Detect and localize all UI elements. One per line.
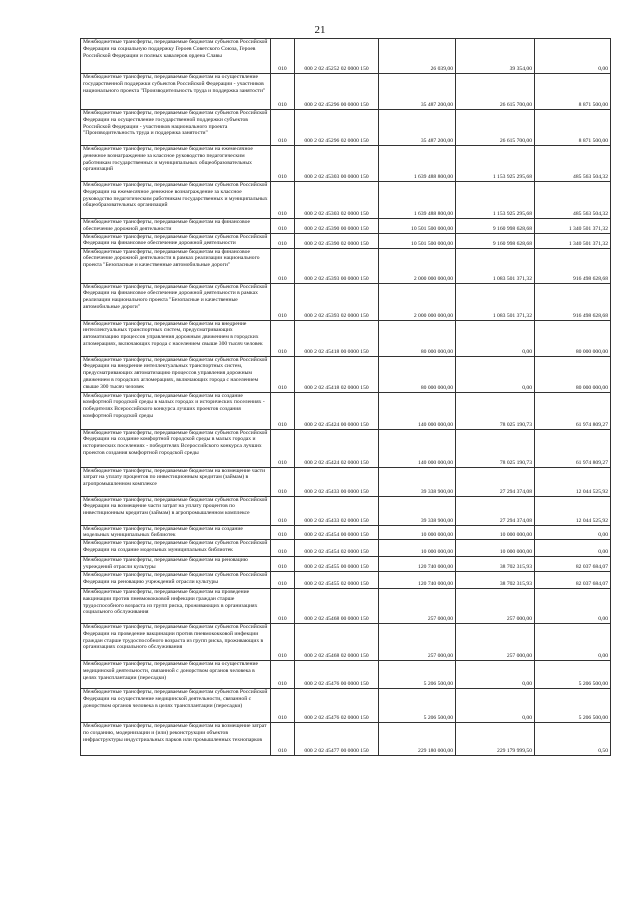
row-name: Межбюджетные трансферты, передаваемые бюджетам на возмещение затрат по созданию, модернизации и (или) реконструкции объектов инфраструктуры индустриальных парков или промышленных технопарков: [81, 722, 271, 755]
row-unexecuted: 82 037 684,07: [535, 571, 611, 588]
row-approved: 35 487 200,00: [379, 74, 456, 110]
row-name: Межбюджетные трансферты, передаваемые бюджетам субъектов Российской Федерации на проведение вакцинации против пневмококковой инфекции граждан старше трудоспособного возраста из групп риска, проживающих в организациях социального обслуживания: [81, 623, 271, 660]
table-row: [81, 588, 611, 623]
row-approved: 257 000,00: [379, 588, 456, 623]
row-kbk: 000 2 02 45296 00 0000 150: [295, 74, 379, 110]
row-code: 010: [271, 588, 295, 623]
row-kbk: 000 2 02 45418 02 0000 150: [295, 356, 379, 392]
row-name: Межбюджетные трансферты, передаваемые бюджетам на возмещение части затрат на уплату процентов по инвестиционным кредитам (займам) в агропромышленном комплексе: [81, 467, 271, 496]
row-kbk: 000 2 02 45390 02 0000 150: [295, 233, 379, 248]
table-row: [81, 467, 611, 496]
row-kbk: 000 2 02 45468 00 0000 150: [295, 588, 379, 623]
table-row: [81, 39, 611, 74]
row-kbk: 000 2 02 45424 02 0000 150: [295, 429, 379, 467]
row-executed: 9 160 998 628,68: [456, 233, 535, 248]
row-unexecuted: 0,00: [535, 540, 611, 557]
row-kbk: 000 2 02 45454 02 0000 150: [295, 540, 379, 557]
row-code: 010: [271, 660, 295, 688]
row-code: 010: [271, 557, 295, 572]
row-code: 010: [271, 688, 295, 722]
row-executed: 10 000 000,00: [456, 525, 535, 540]
table-row: [81, 496, 611, 525]
row-executed: 27 294 374,08: [456, 467, 535, 496]
table-row: [81, 74, 611, 110]
row-name: Межбюджетные трансферты, передаваемые бюджетам на реновацию учреждений отрасли культуры: [81, 557, 271, 572]
row-kbk: 000 2 02 45252 02 0000 150: [295, 39, 379, 74]
row-kbk: 000 2 02 45477 00 0000 150: [295, 722, 379, 755]
row-kbk: 000 2 02 45393 02 0000 150: [295, 283, 379, 320]
row-executed: 0,00: [456, 320, 535, 356]
row-approved: 39 338 900,00: [379, 496, 456, 525]
row-unexecuted: 1 340 501 371,32: [535, 219, 611, 234]
row-executed: 1 153 925 295,68: [456, 146, 535, 182]
row-kbk: 000 2 02 45433 02 0000 150: [295, 496, 379, 525]
row-name: Межбюджетные трансферты, передаваемые бюджетам субъектов Российской Федерации на создание комфортной городской среды в малых городах и исторических поселениях - победителях Всероссийского конкурса лучших проектов создания комфортной городской среды: [81, 429, 271, 467]
table-row: [81, 557, 611, 572]
row-approved: 2 000 000 000,00: [379, 248, 456, 283]
row-approved: 10 501 500 000,00: [379, 233, 456, 248]
row-unexecuted: 61 974 809,27: [535, 429, 611, 467]
row-code: 010: [271, 392, 295, 429]
table-row: [81, 623, 611, 660]
table-row: [81, 356, 611, 392]
row-kbk: 000 2 02 45424 00 0000 150: [295, 392, 379, 429]
row-executed: 38 702 315,93: [456, 571, 535, 588]
row-executed: 257 000,00: [456, 588, 535, 623]
row-kbk: 000 2 02 45454 00 0000 150: [295, 525, 379, 540]
row-approved: 257 000,00: [379, 623, 456, 660]
row-unexecuted: 0,00: [535, 39, 611, 74]
table-row: [81, 219, 611, 234]
row-code: 010: [271, 571, 295, 588]
table-body: [81, 39, 611, 756]
row-executed: 0,00: [456, 660, 535, 688]
row-name: Межбюджетные трансферты, передаваемые бюджетам на ежемесячное денежное вознаграждение за классное руководство педагогическим работникам государственных и муниципальных общеобразовательных организаций: [81, 146, 271, 182]
row-code: 010: [271, 182, 295, 219]
table-row: [81, 320, 611, 356]
row-code: 010: [271, 320, 295, 356]
table-row: [81, 571, 611, 588]
row-kbk: 000 2 02 45303 00 0000 150: [295, 146, 379, 182]
row-executed: 78 025 190,73: [456, 392, 535, 429]
row-unexecuted: 0,00: [535, 525, 611, 540]
row-executed: 10 000 000,00: [456, 540, 535, 557]
row-executed: 0,00: [456, 356, 535, 392]
row-unexecuted: 5 206 500,00: [535, 660, 611, 688]
row-executed: 1 153 925 295,68: [456, 182, 535, 219]
row-unexecuted: 1 340 501 371,32: [535, 233, 611, 248]
row-unexecuted: 82 037 684,07: [535, 557, 611, 572]
row-approved: 2 000 000 000,00: [379, 283, 456, 320]
row-code: 010: [271, 356, 295, 392]
table-row: [81, 248, 611, 283]
row-code: 010: [271, 429, 295, 467]
row-executed: 26 615 700,00: [456, 74, 535, 110]
row-unexecuted: 485 563 504,32: [535, 146, 611, 182]
page-number: 21: [314, 24, 326, 36]
row-kbk: 000 2 02 45476 02 0000 150: [295, 688, 379, 722]
row-name: Межбюджетные трансферты, передаваемые бюджетам субъектов Российской Федерации на осуществление государственной поддержки субъектов Российской Федерации - участников национального проекта "Производительность труда и поддержка занятости": [81, 110, 271, 146]
row-approved: 80 000 000,00: [379, 356, 456, 392]
row-executed: 1 083 501 371,32: [456, 283, 535, 320]
row-executed: 39 354,00: [456, 39, 535, 74]
row-unexecuted: 61 974 809,27: [535, 392, 611, 429]
row-executed: 257 000,00: [456, 623, 535, 660]
row-name: Межбюджетные трансферты, передаваемые бюджетам субъектов Российской Федерации на внедрение интеллектуальных транспортных систем, предусматривающих автоматизацию процессов управления дорожным движением в городских агломерациях, включающих города с населением свыше 300 тысяч человек: [81, 356, 271, 392]
row-name: Межбюджетные трансферты, передаваемые бюджетам на финансовое обеспечение дорожной деятельности в рамках реализации национального проекта "Безопасные и качественные автомобильные дороги": [81, 248, 271, 283]
row-executed: 9 160 998 628,68: [456, 219, 535, 234]
row-approved: 10 501 500 000,00: [379, 219, 456, 234]
row-unexecuted: 5 206 500,00: [535, 688, 611, 722]
row-approved: 35 487 200,00: [379, 110, 456, 146]
table-row: [81, 525, 611, 540]
row-code: 010: [271, 248, 295, 283]
row-unexecuted: 8 871 500,00: [535, 74, 611, 110]
row-approved: 120 740 000,00: [379, 557, 456, 572]
row-code: 010: [271, 540, 295, 557]
row-name: Межбюджетные трансферты, передаваемые бюджетам на финансовое обеспечение дорожной деятельности: [81, 219, 271, 234]
row-code: 010: [271, 623, 295, 660]
row-approved: 26 039,00: [379, 39, 456, 74]
row-approved: 5 206 500,00: [379, 660, 456, 688]
row-approved: 10 000 000,00: [379, 525, 456, 540]
table-row: [81, 722, 611, 755]
row-kbk: 000 2 02 45393 00 0000 150: [295, 248, 379, 283]
row-code: 010: [271, 146, 295, 182]
row-name: Межбюджетные трансферты, передаваемые бюджетам субъектов Российской Федерации на реновацию учреждений отрасли культуры: [81, 571, 271, 588]
table-row: [81, 392, 611, 429]
row-kbk: 000 2 02 45418 00 0000 150: [295, 320, 379, 356]
table-row: [81, 146, 611, 182]
row-approved: 39 338 900,00: [379, 467, 456, 496]
table-row: [81, 688, 611, 722]
row-name: Межбюджетные трансферты, передаваемые бюджетам на осуществление государственной поддержки субъектов Российской Федерации - участников национального проекта "Производительность труда и поддержка занятости": [81, 74, 271, 110]
row-code: 010: [271, 496, 295, 525]
row-name: Межбюджетные трансферты, передаваемые бюджетам субъектов Российской Федерации на финансовое обеспечение дорожной деятельности: [81, 233, 271, 248]
row-name: Межбюджетные трансферты, передаваемые бюджетам субъектов Российской Федерации на осуществление медицинской деятельности, связанной с донорством органов человека в целях трансплантации (пересадки): [81, 688, 271, 722]
row-approved: 1 639 488 800,00: [379, 146, 456, 182]
row-kbk: 000 2 02 45455 00 0000 150: [295, 557, 379, 572]
row-code: 010: [271, 467, 295, 496]
row-unexecuted: 0,50: [535, 722, 611, 755]
row-code: 010: [271, 39, 295, 74]
row-executed: 229 179 999,50: [456, 722, 535, 755]
row-approved: 140 000 000,00: [379, 392, 456, 429]
row-name: Межбюджетные трансферты, передаваемые бюджетам на внедрение интеллектуальных транспортных систем, предусматривающих автоматизацию процессов управления дорожным движением в городских агломерациях, включающих города с населением свыше 300 тысяч человек: [81, 320, 271, 356]
row-unexecuted: 12 044 525,92: [535, 496, 611, 525]
table-row: [81, 110, 611, 146]
row-code: 010: [271, 233, 295, 248]
table-row: [81, 429, 611, 467]
row-name: Межбюджетные трансферты, передаваемые бюджетам субъектов Российской Федерации на ежемесячное денежное вознаграждение за классное руководство педагогическим работникам государственных и муниципальных общеобразовательных организаций: [81, 182, 271, 219]
row-approved: 80 000 000,00: [379, 320, 456, 356]
table-row: [81, 540, 611, 557]
row-code: 010: [271, 722, 295, 755]
row-executed: 78 025 190,73: [456, 429, 535, 467]
row-code: 010: [271, 74, 295, 110]
table-row: [81, 233, 611, 248]
row-executed: 38 702 315,93: [456, 557, 535, 572]
row-kbk: 000 2 02 45390 00 0000 150: [295, 219, 379, 234]
row-executed: 27 294 374,08: [456, 496, 535, 525]
row-approved: 229 180 000,00: [379, 722, 456, 755]
row-kbk: 000 2 02 45433 00 0000 150: [295, 467, 379, 496]
row-approved: 5 206 500,00: [379, 688, 456, 722]
row-name: Межбюджетные трансферты, передаваемые бюджетам субъектов Российской Федерации на возмещение части затрат на уплату процентов по инвестиционным кредитам (займам) в агропромышленном комплексе: [81, 496, 271, 525]
table-row: [81, 660, 611, 688]
row-approved: 10 000 000,00: [379, 540, 456, 557]
row-unexecuted: 80 000 000,00: [535, 320, 611, 356]
table-row: [81, 283, 611, 320]
row-unexecuted: 80 000 000,00: [535, 356, 611, 392]
row-unexecuted: 8 871 500,00: [535, 110, 611, 146]
row-kbk: 000 2 02 45476 00 0000 150: [295, 660, 379, 688]
row-approved: 1 639 488 800,00: [379, 182, 456, 219]
row-name: Межбюджетные трансферты, передаваемые бюджетам субъектов Российской Федерации на финансовое обеспечение дорожной деятельности в рамках реализации национального проекта "Безопасные и качественные автомобильные дороги": [81, 283, 271, 320]
row-name: Межбюджетные трансферты, передаваемые бюджетам на создание модельных муниципальных библиотек: [81, 525, 271, 540]
row-name: Межбюджетные трансферты, передаваемые бюджетам субъектов Российской Федерации на социальную поддержку Героев Советского Союза, Героев Российской Федерации и полных кавалеров ордена Славы: [81, 39, 271, 74]
row-unexecuted: 12 044 525,92: [535, 467, 611, 496]
row-kbk: 000 2 02 45296 02 0000 150: [295, 110, 379, 146]
row-approved: 120 740 000,00: [379, 571, 456, 588]
row-approved: 140 000 000,00: [379, 429, 456, 467]
row-name: Межбюджетные трансферты, передаваемые бюджетам на проведение вакцинации против пневмококковой инфекции граждан старше трудоспособного возраста из групп риска, проживающих в организациях социального обслуживания: [81, 588, 271, 623]
row-name: Межбюджетные трансферты, передаваемые бюджетам на осуществление медицинской деятельности, связанной с донорством органов человека в целях трансплантации (пересадки): [81, 660, 271, 688]
row-name: Межбюджетные трансферты, передаваемые бюджетам на создание комфортной городской среды в малых городах и исторических поселениях - победителях Всероссийского конкурса лучших проектов создания комфортной городской среды: [81, 392, 271, 429]
row-code: 010: [271, 219, 295, 234]
row-executed: 0,00: [456, 688, 535, 722]
row-code: 010: [271, 283, 295, 320]
row-code: 010: [271, 110, 295, 146]
row-unexecuted: 916 498 628,68: [535, 283, 611, 320]
row-unexecuted: 485 563 504,32: [535, 182, 611, 219]
row-executed: 26 615 700,00: [456, 110, 535, 146]
row-executed: 1 083 501 371,32: [456, 248, 535, 283]
row-kbk: 000 2 02 45455 02 0000 150: [295, 571, 379, 588]
row-unexecuted: 0,00: [535, 588, 611, 623]
budget-table: [80, 38, 611, 756]
row-code: 010: [271, 525, 295, 540]
row-name: Межбюджетные трансферты, передаваемые бюджетам субъектов Российской Федерации на создание модельных муниципальных библиотек: [81, 540, 271, 557]
row-kbk: 000 2 02 45468 02 0000 150: [295, 623, 379, 660]
row-kbk: 000 2 02 45303 02 0000 150: [295, 182, 379, 219]
row-unexecuted: 0,00: [535, 623, 611, 660]
row-unexecuted: 916 498 628,68: [535, 248, 611, 283]
table-row: [81, 182, 611, 219]
